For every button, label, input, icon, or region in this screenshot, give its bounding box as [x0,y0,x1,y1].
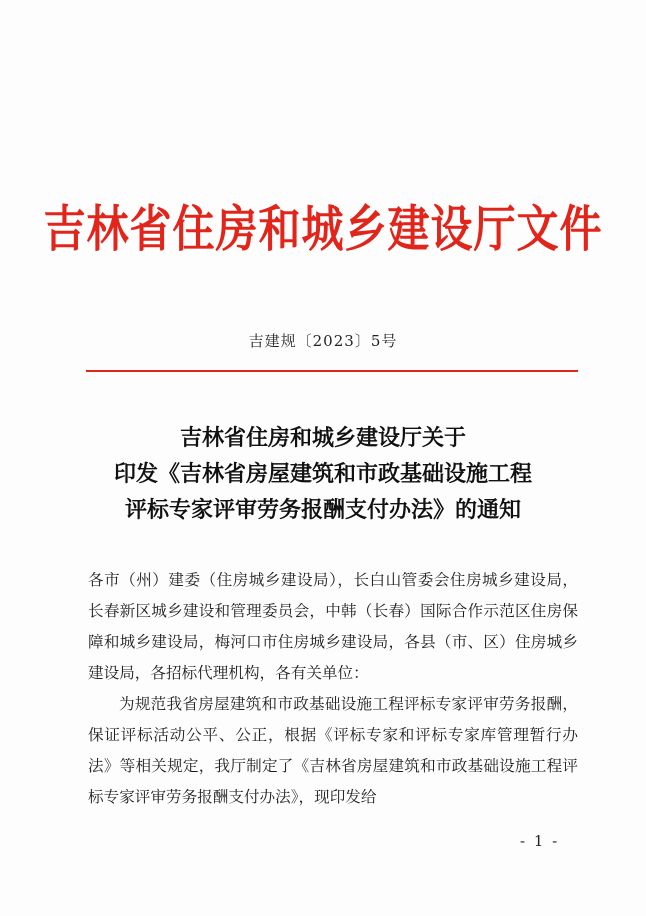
notice-title-line-2: 印发《吉林省房屋建筑和市政基础设施工程 [113,461,532,487]
notice-title [0,420,646,528]
document-number: 吉建规〔2023〕5号 [248,332,398,350]
recipients-paragraph: 各市（州）建委（住房城乡建设局），长白山管委会住房城乡建设局，长春新区城乡建设和管理委员会，中韩（长春）国际合作示范区住房保障和城乡建设局，梅河口市住房城乡建设局，各县（市、区）住房城乡建设局，各招标代理机构，各有关单位： [88,571,578,682]
issuing-authority-title: 吉林省住房和城乡建设厅文件 [43,200,603,258]
notice-title-line-3: 评标专家评审劳务报酬支付办法》的通知 [124,497,521,523]
body-text [88,565,578,813]
notice-title-line-1: 吉林省住房和城乡建设厅关于 [179,425,466,451]
page-number: - 1 - [520,832,560,850]
body-paragraph-1: 为规范我省房屋建筑和市政基础设施工程评标专家评审劳务报酬，保证评标活动公平、公正，根据《评标专家和评标专家库管理暂行办法》等相关规定，我厅制定了《吉林省房屋建筑和市政基础设施工程评标专家评审劳务报酬支付办法》，现印发给 [88,695,578,806]
red-divider-line [86,370,578,372]
